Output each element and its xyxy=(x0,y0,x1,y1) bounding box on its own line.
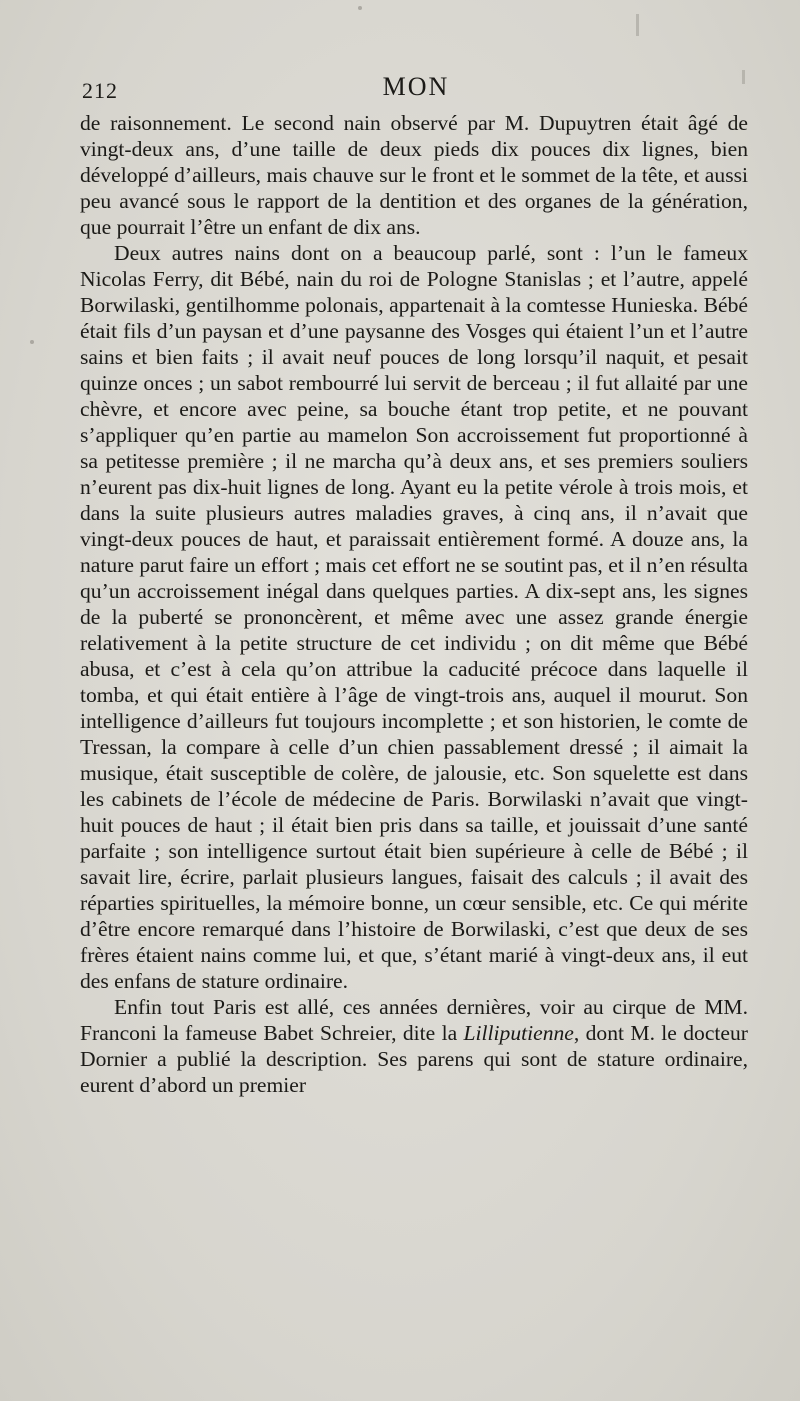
paper-speck xyxy=(30,340,34,344)
text-run: Deux autres nains dont on a beaucoup parlé, sont : l’un le fameux Nicolas Ferry, dit Bébé, nain du roi de Pologne Stanislas ; et l’autre, appelé Borwilaski, gentilhomme polonais, appartenait à la comtesse Hunieska. Bébé était fils d’un paysan et d’une paysanne des Vosges qui étaient l’un et l’autre sains et bien faits ; il avait neuf pouces de long lorsqu’il naquit, et pesait quinze onces ; un sabot rembourré lui servit de berceau ; il fut allaité par une chèvre, et encore avec peine, sa bouche étant trop petite, et ne pouvant s’appliquer qu’en partie au mamelon Son accroissement fut proportionné à sa petitesse première ; il ne marcha qu’à deux ans, et ses premiers souliers n’eurent pas dix-huit lignes de long. Ayant eu la petite vérole à trois mois, et dans la suite plusieurs autres maladies graves, à cinq ans, il n’avait que vingt-deux pouces de haut, et paraissait entièrement formé. A douze ans, la nature parut faire un effort ; mais cet effort ne se soutint pas, et il n’en résulta qu’un accroissement inégal dans quelques parties. A dix-sept ans, les signes de la puberté se prononcèrent, et même avec une assez grande énergie relativement à la petite structure de cet individu ; on dit même que Bébé abusa, et c’est à cela qu’on attribue la caducité précoce dans laquelle il tomba, et qui était entière à l’âge de vingt-trois ans, auquel il mourut. Son intelligence d’ailleurs fut toujours incomplette ; et son historien, le comte de Tressan, la compare à celle d’un chien passablement dressé ; il aimait la musique, était susceptible de colère, de jalousie, etc. Son squelette est dans les cabinets de l’école de médecine de Paris. Borwilaski n’avait que vingt-huit pouces de haut ; il était bien pris dans sa taille, et jouissait d’une santé parfaite ; son intelligence surtout était bien supérieure à celle de Bébé ; il savait lire, écrire, parlait plusieurs langues, faisait des calculs ; il avait des réparties spirituelles, la mémoire bonne, un cœur sensible, etc. Ce qui mérite d’être encore remarqué dans l’histoire de Borwilaski, c’est que deux de ses frères étaient nains comme lui, et que, s’étant marié à vingt-deux ans, il eut des enfans de stature ordinaire. xyxy=(80,241,748,993)
body-text xyxy=(80,110,748,1098)
text-run: de raisonnement. Le second nain observé par M. Dupuytren était âgé de vingt-deux ans, d’une taille de deux pieds dix pouces dix lignes, bien développé d’ailleurs, mais chauve sur le front et le sommet de la tête, et aussi peu avancé sous le rapport de la dentition et des organes de la génération, que pourrait l’être un enfant de dix ans. xyxy=(80,111,748,239)
paragraph xyxy=(80,240,748,994)
page-header xyxy=(82,72,750,108)
page-number: 212 xyxy=(82,78,118,103)
italic-term: Lilliputienne xyxy=(463,1021,574,1045)
text-run: Enfin tout Paris est allé, ces années dernières, voir au cirque de MM. Franconi la fameuse Babet Schreier, dite la xyxy=(80,995,748,1045)
paper-mark xyxy=(636,14,639,36)
running-head: MON xyxy=(382,72,450,101)
paragraph xyxy=(80,994,748,1098)
paragraph xyxy=(80,110,748,240)
paper-speck xyxy=(358,6,362,10)
paper-mark xyxy=(742,70,745,84)
text-run: , dont M. le docteur Dornier a publié la description. Ses parens qui sont de stature ordinaire, eurent d’abord un premier xyxy=(80,1021,748,1097)
